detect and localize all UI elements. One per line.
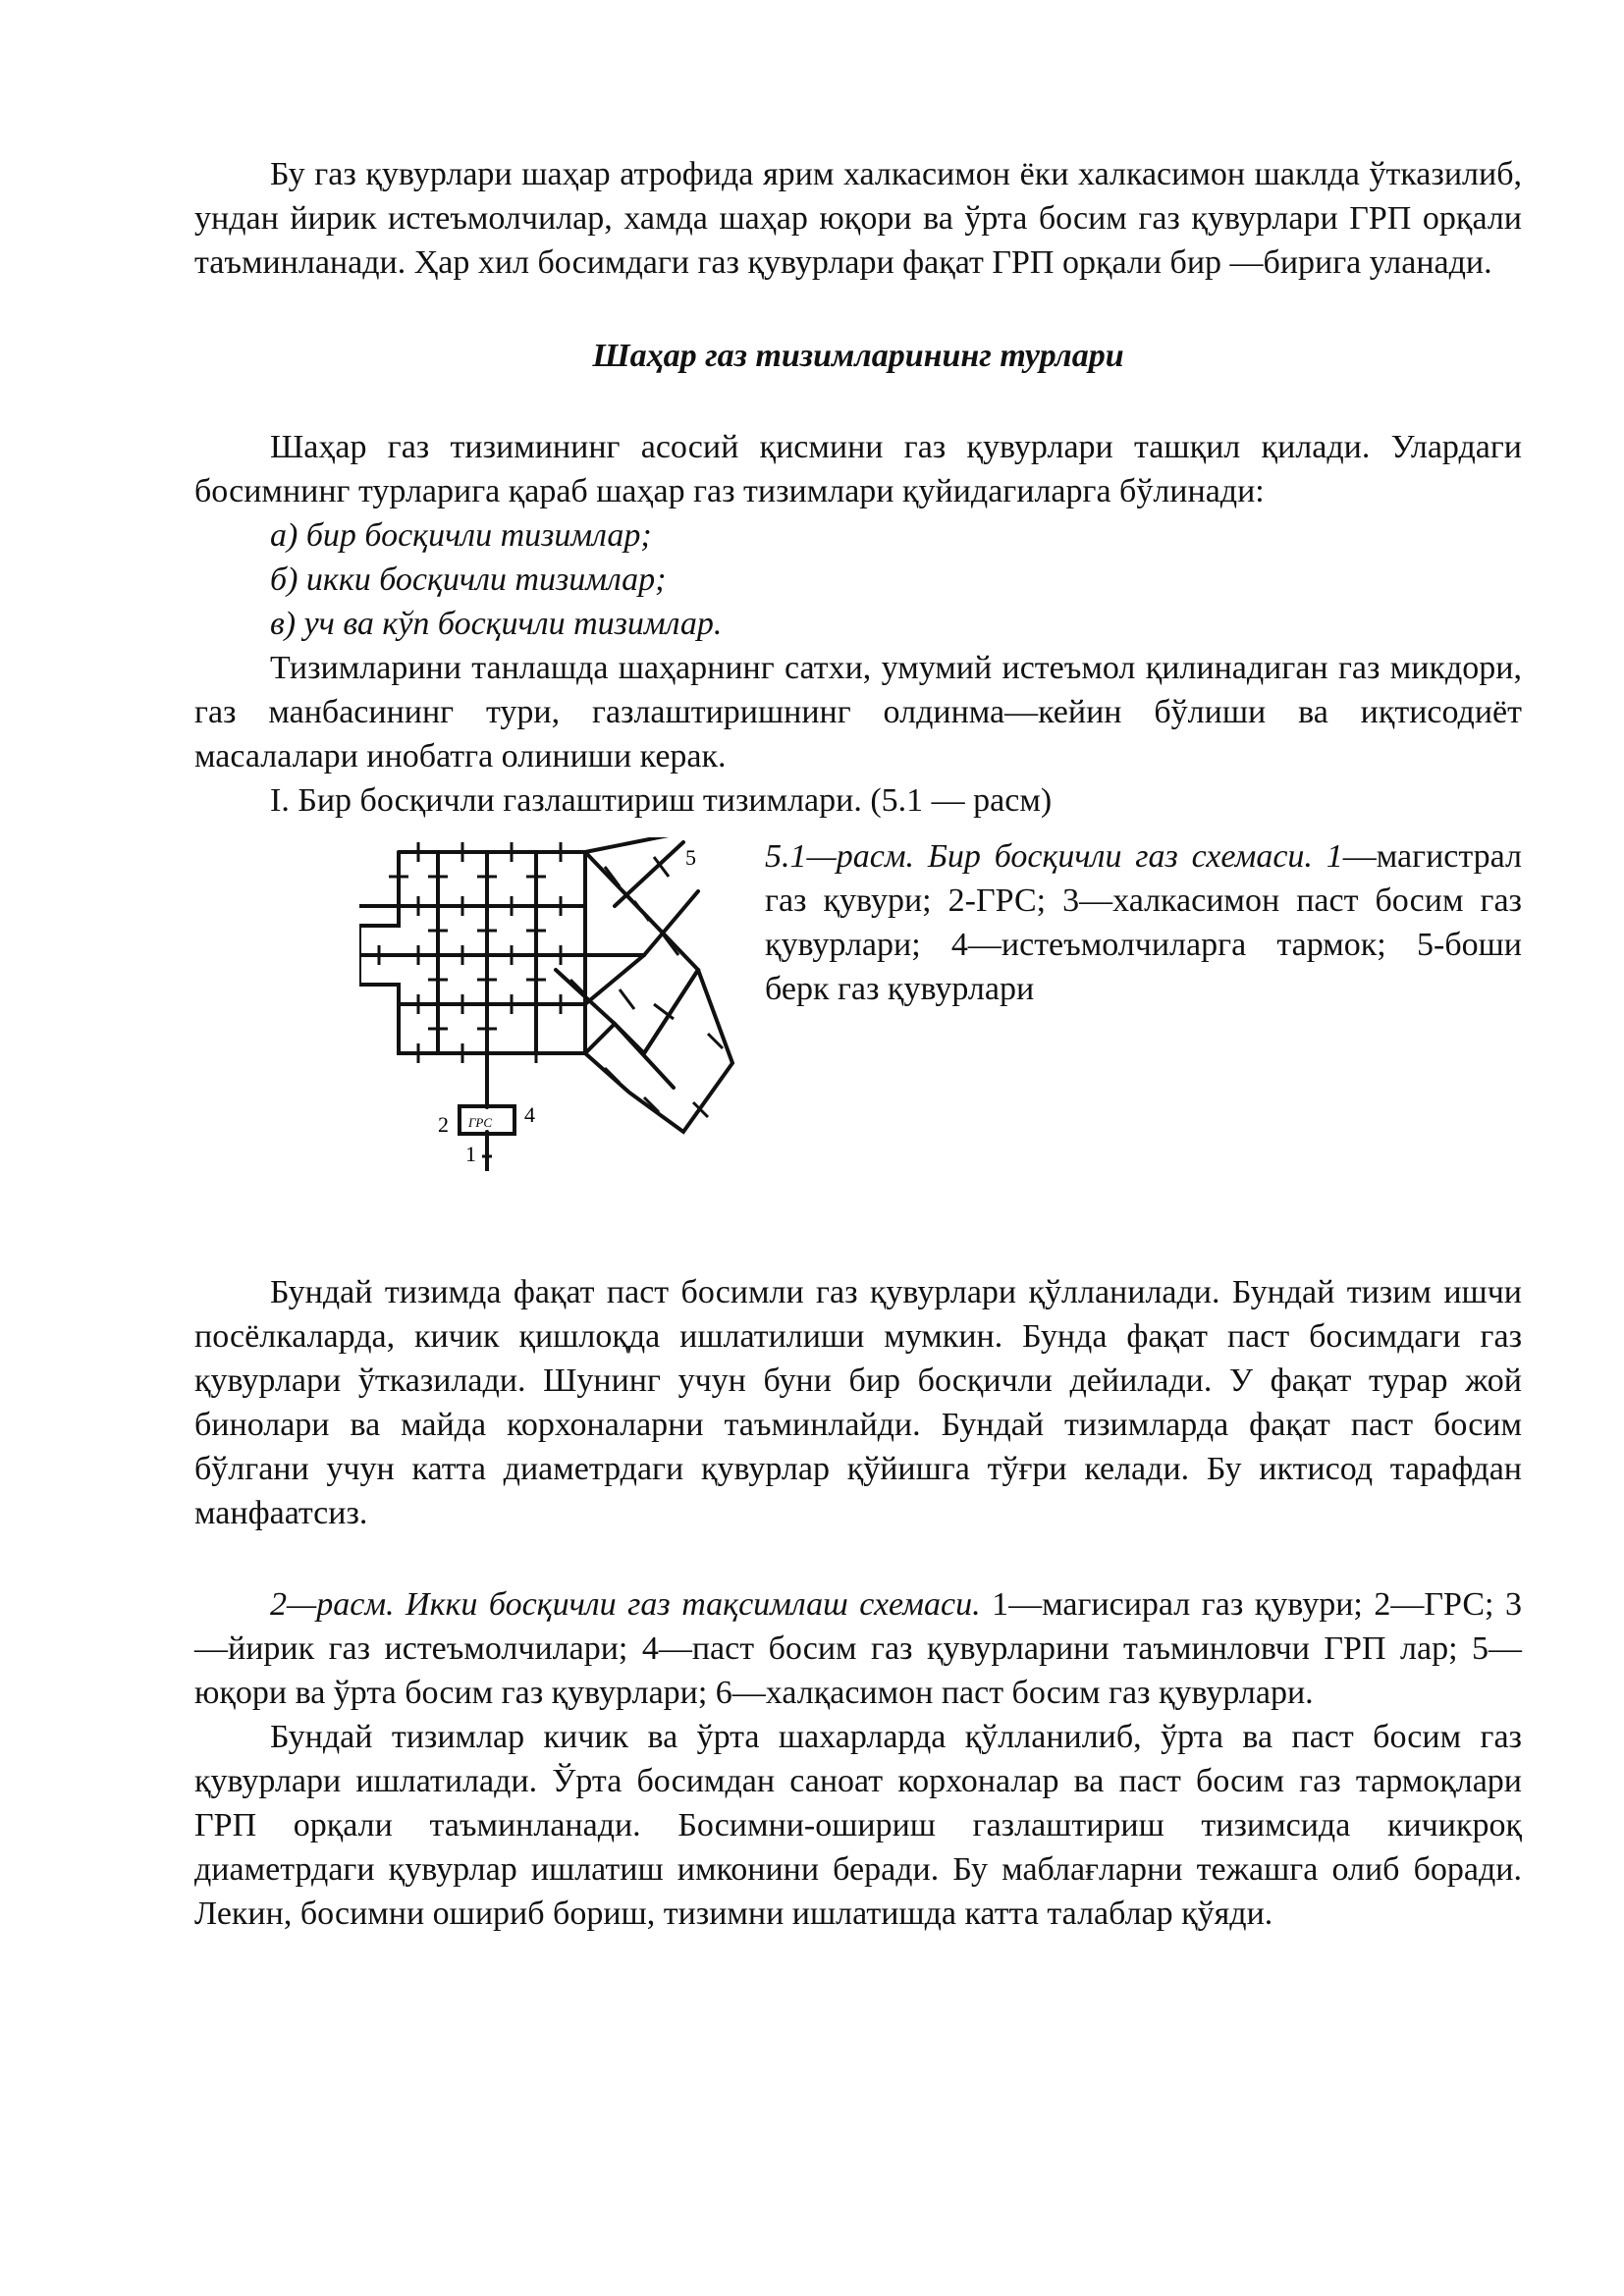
list-item-b: б) икки босқичли тизимлар; [270, 561, 667, 598]
grid-line [615, 1024, 674, 1088]
paragraph-single-stage-heading: I. Бир босқичли газлаштириш тизимлари. (5.1 — расм) [270, 782, 1053, 819]
branch-tick [620, 989, 634, 1009]
consumer-branches [379, 842, 723, 1156]
grid-line [585, 837, 683, 852]
figure-5-1 [194, 832, 1522, 1213]
label-4: 4 [524, 1102, 535, 1127]
figure-caption [765, 834, 1522, 1011]
single-stage-gas-scheme-diagram [359, 837, 772, 1171]
grid-line [585, 955, 644, 1004]
paragraph-intro: Бу газ қувурлари шаҳар атрофида ярим халкасимон ёки халкасимон шаклда ўтказилиб, ундан йирик истеъмолчилар, хамда шаҳар юқори ва ўрта босим газ қувурлари ГРП орқали таъминланади. Ҳар хил босимдаги газ қувурлари фақат ГРП орқали бир —бирига уланади. [194, 156, 1522, 281]
paragraph-two-stage: Бундай тизимлар кичик ва ўрта шахарларда қўлланилиб, ўрта ва паст босим газ қувурлари ишлатилади. Ўрта босимдан саноат корхоналар ва паст босим газ тармоқлари ГРП орқали таъминланади. Босимни-ошириш газлаштириш тизимсида кичикроқ диаметрдаги қувурлар ишлатиш имконини беради. Бу маблағларни тежашга олиб боради. Лекин, босимни ошириб бориш, тизимни ишлатишда катта талаблар қўяди. [194, 1719, 1522, 1932]
figure-caption-italic: 5.1—расм. Бир босқичли газ схемаси. 1 [765, 838, 1343, 875]
label-2: 2 [438, 1112, 449, 1137]
figure-2-caption-text: 1—магисирал газ қувури; 2—ГРС; 3—йирик газ истеъмолчилари; 4—паст босим газ қувурларини таъминловчи ГРП лар; 5—юқори ва ўрта босим газ қувурлари; 6—халқасимон паст босим газ қувурлари. [194, 1586, 1522, 1711]
label-1: 1 [465, 1142, 476, 1166]
label-5: 5 [685, 845, 696, 870]
branch-tick [634, 901, 649, 921]
grid-line [585, 970, 732, 1132]
paragraph-types: Шаҳар газ тизимининг асосий қисмини газ қувурлари ташқил қилади. Улардаги босимнинг турларига қараб шаҳар газ тизимлари қуйидагиларга бўлинади: [194, 429, 1522, 509]
paragraph-single-stage: Бундай тизимда фақат паст босимли газ қувурлари қўлланилади. Бундай тизим ишчи посёлкаларда, кичик қишлоқда ишлатилиши мумкин. Бунда фақат паст босимдаги газ қувурлари ўтказилади. Шунинг учун буни бир босқичли дейилади. У фақат турар жой бинолари ва майда корхоналарни таъминлайди. Бундай тизимларда фақат паст босим бўлгани учун катта диаметрдаги қувурлар қўйишга тўғри келади. Бу иктисод тарафдан манфаатсиз. [194, 1274, 1522, 1531]
label-grs: ГРС [468, 1115, 493, 1130]
grid-line [644, 970, 698, 1053]
list-item-a: а) бир босқичли тизимлар; [270, 517, 652, 554]
figure-2-caption-italic: 2—расм. Икки босқичли газ тақсимлаш схемаси. [270, 1586, 981, 1623]
grid-line [615, 842, 683, 906]
figure-caption-text: —магистрал газ қувури; 2-ГРС; 3—халкасимон паст босим газ қувурлари; 4—истеъмолчиларга тармок; 5-боши берк газ қувурлари [765, 838, 1522, 1007]
branch-tick [605, 1068, 620, 1083]
section-title: Шаҳар газ тизимларининг турлари [592, 338, 1124, 374]
document-page [194, 152, 1522, 1936]
paragraph-figure-2-caption [194, 1582, 1522, 1715]
list-item-c: в) уч ва кўп босқичли тизимлар. [270, 606, 723, 642]
paragraph-selection: Тизимларини танлашда шаҳарнинг сатхи, умумий истеъмол қилинадиган газ микдори, газ манбасининг тури, газлаштиришнинг олдинма—кейин бўлиши ва иқтисодиёт масалалари инобатга олиниши керак. [194, 650, 1522, 774]
